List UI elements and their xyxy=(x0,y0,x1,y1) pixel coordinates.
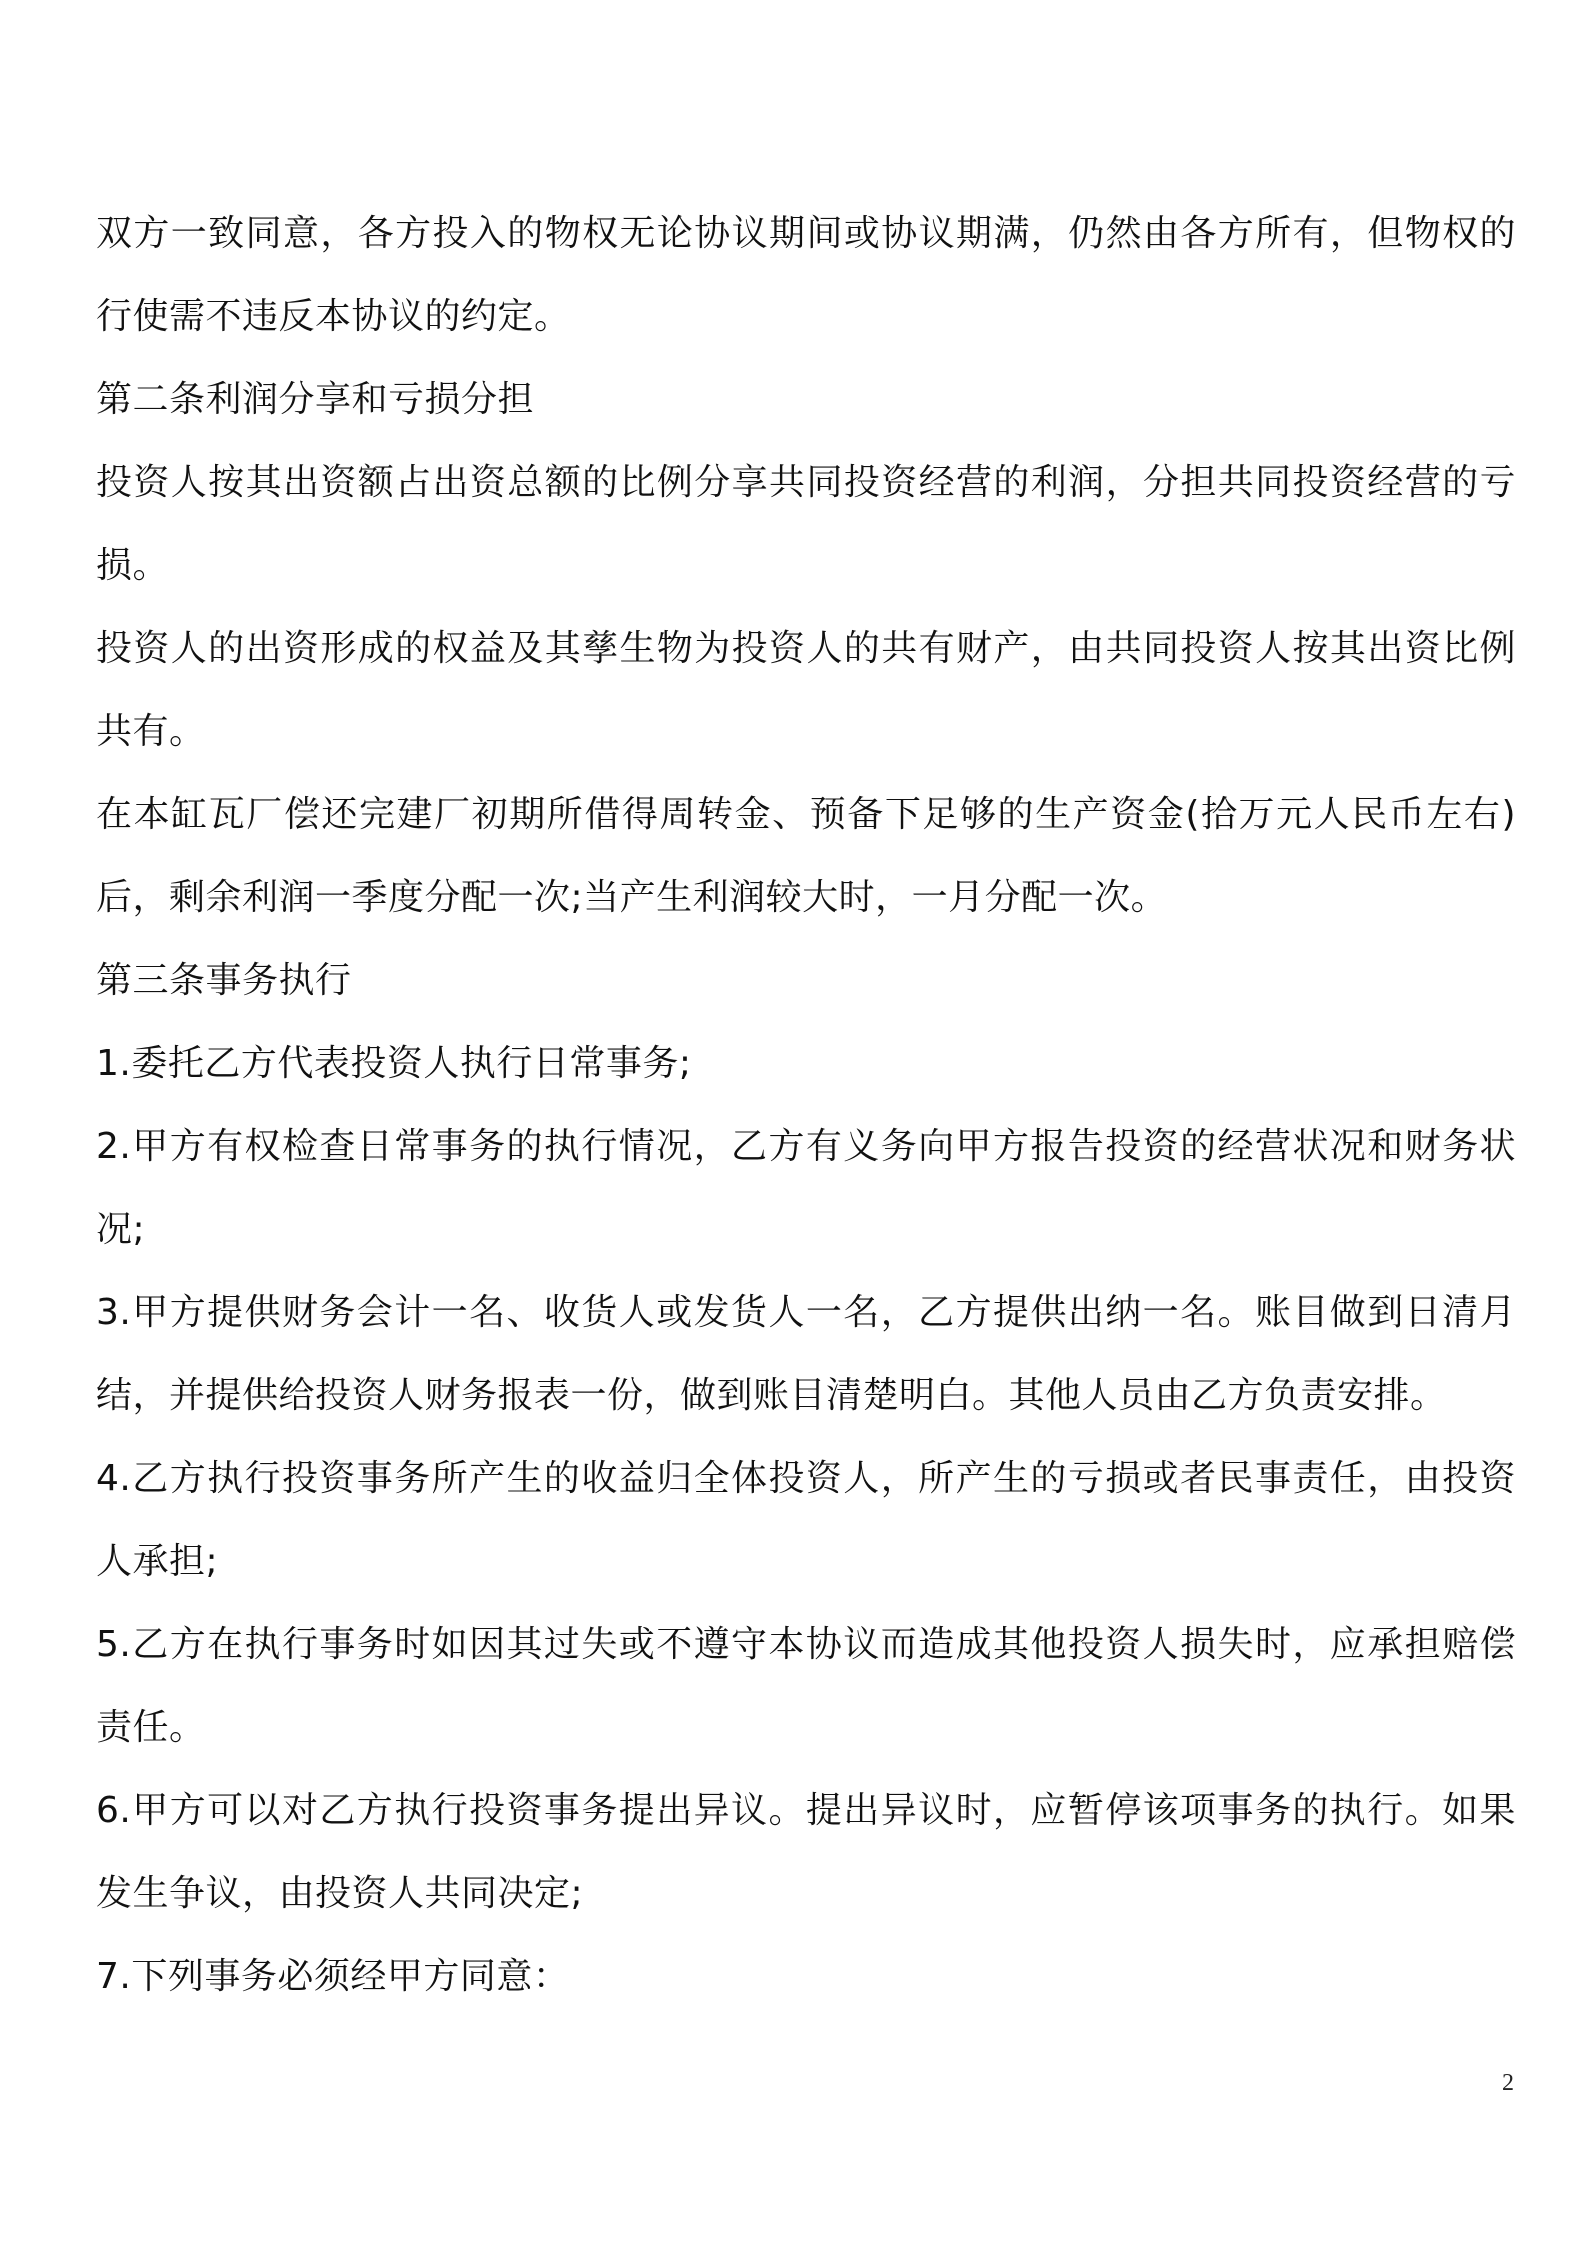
heading-article-3: 第三条事务执行 xyxy=(96,960,352,1001)
list-item-6: 6.甲方可以对乙方执行投资事务提出异议。提出异议时，应暂停该项事务的执行。如果发生争议，由投资人共同决定; xyxy=(96,1790,1516,1914)
list-item-4: 4.乙方执行投资事务所产生的收益归全体投资人，所产生的亏损或者民事责任，由投资人承担; xyxy=(96,1458,1516,1582)
list-item-7: 7.下列事务必须经甲方同意： xyxy=(96,1956,570,1997)
document-body xyxy=(96,192,1516,2018)
list-item-2: 2.甲方有权检查日常事务的执行情况，乙方有义务向甲方报告投资的经营状况和财务状况; xyxy=(96,1126,1516,1250)
paragraph-profit-distribution: 在本缸瓦厂偿还完建厂初期所借得周转金、预备下足够的生产资金(拾万元人民币左右)后，剩余利润一季度分配一次;当产生利润较大时，一月分配一次。 xyxy=(96,794,1516,918)
list-item-3: 3.甲方提供财务会计一名、收货人或发货人一名，乙方提供出纳一名。账目做到日清月结，并提供给投资人财务报表一份，做到账目清楚明白。其他人员由乙方负责安排。 xyxy=(96,1292,1516,1416)
paragraph-joint-property: 投资人的出资形成的权益及其孳生物为投资人的共有财产，由共同投资人按其出资比例共有。 xyxy=(96,628,1516,752)
paragraph-profit-share: 投资人按其出资额占出资总额的比例分享共同投资经营的利润，分担共同投资经营的亏损。 xyxy=(96,462,1516,586)
list-item-5: 5.乙方在执行事务时如因其过失或不遵守本协议而造成其他投资人损失时，应承担赔偿责任。 xyxy=(96,1624,1516,1748)
paragraph-property-rights: 双方一致同意，各方投入的物权无论协议期间或协议期满，仍然由各方所有，但物权的行使需不违反本协议的约定。 xyxy=(96,213,1516,337)
list-item-1: 1.委托乙方代表投资人执行日常事务; xyxy=(96,1043,692,1084)
heading-article-2: 第二条利润分享和亏损分担 xyxy=(96,379,535,420)
page-number: 2 xyxy=(1502,2070,1514,2096)
